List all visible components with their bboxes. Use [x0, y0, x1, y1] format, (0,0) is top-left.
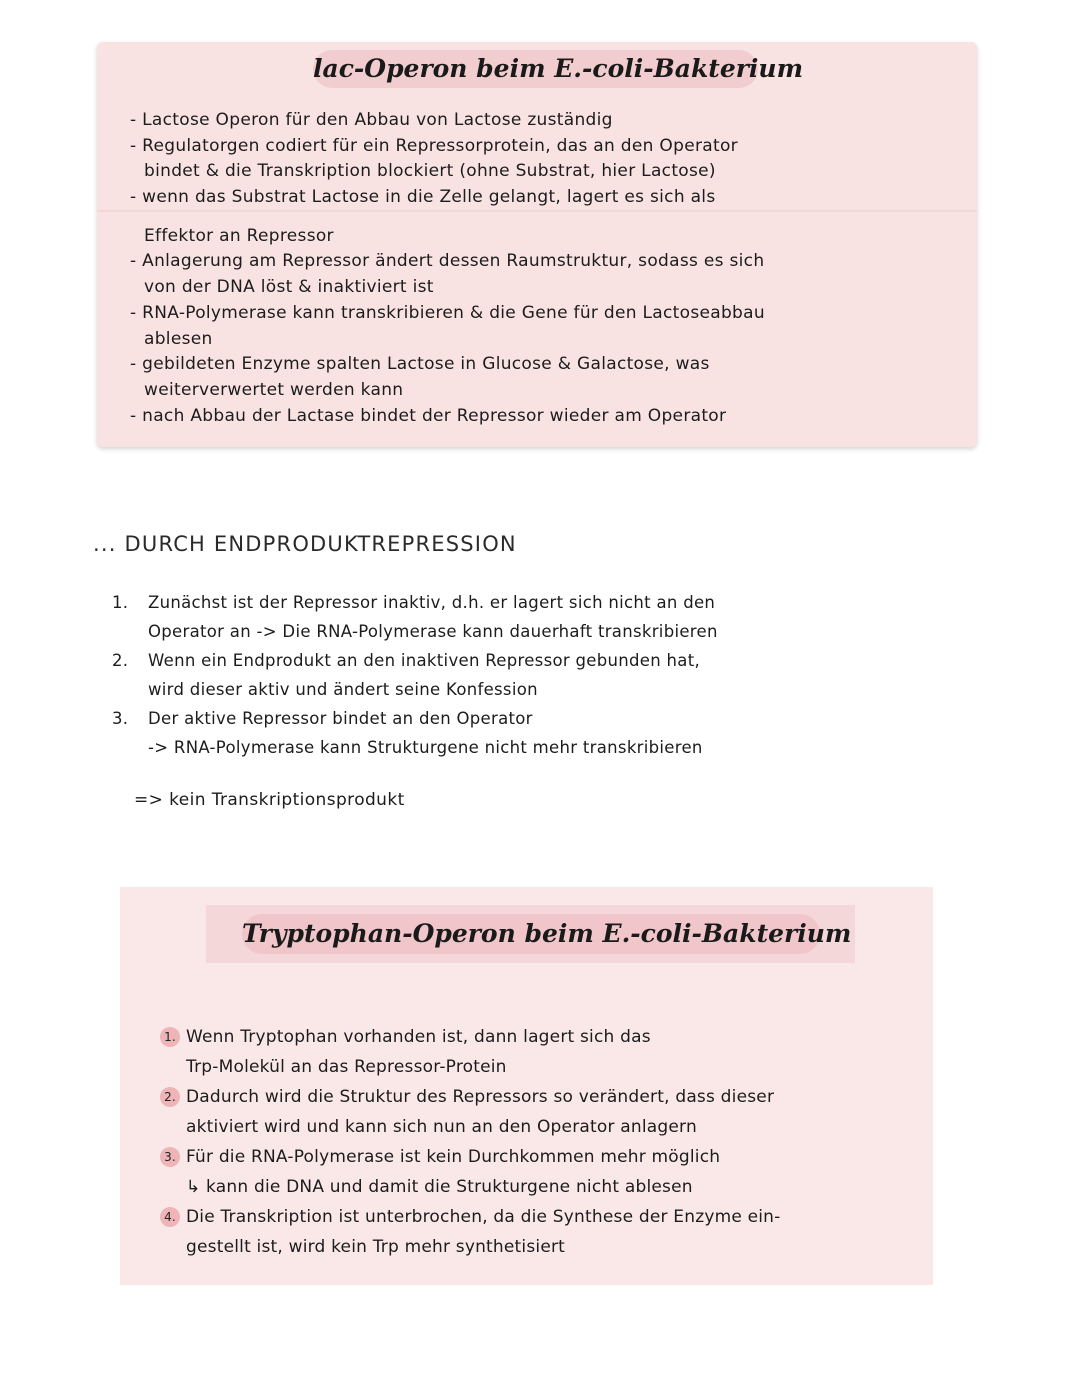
step-line: wird dieser aktiv und ändert seine Konfession — [148, 680, 538, 699]
lac-operon-notes — [130, 108, 960, 429]
trp-operon-title: Tryptophan-Operon beim E.-coli-Bakterium — [242, 914, 820, 954]
note-line: weiterverwertet werden kann — [144, 379, 404, 400]
trp-operon-notes — [160, 1022, 920, 1262]
note-line: - Regulatorgen codiert für ein Repressorprotein, das an den Operator — [130, 135, 738, 156]
lac-operon-title: lac-Operon beim E.-coli-Bakterium — [313, 50, 758, 88]
trp-line — [160, 1142, 920, 1172]
step-text: Wenn ein Endprodukt an den inaktiven Repressor gebunden hat, — [148, 651, 701, 670]
note-line: - Anlagerung am Repressor ändert dessen Raumstruktur, sodass es sich — [130, 251, 765, 272]
note-line: - nach Abbau der Lactase bindet der Repressor wieder am Operator — [130, 405, 727, 426]
number-badge: 3. — [160, 1147, 180, 1167]
step-line: -> RNA-Polymerase kann Strukturgene nicht mehr transkribieren — [148, 738, 703, 757]
step-text: Zunächst ist der Repressor inaktiv, d.h. er lagert sich nicht an den — [148, 593, 716, 612]
trp-text: Für die RNA-Polymerase ist kein Durchkommen mehr möglich — [186, 1147, 721, 1167]
step-number: 1. — [112, 593, 129, 612]
note-line: - gebildeten Enzyme spalten Lactose in Glucose & Galactose, was — [130, 354, 710, 375]
step-line — [112, 646, 912, 675]
note-line: ablesen — [144, 328, 213, 349]
trp-line — [160, 1022, 920, 1052]
note-line: Effektor an Repressor — [144, 225, 334, 246]
number-badge: 4. — [160, 1207, 180, 1227]
step-line — [112, 588, 912, 617]
trp-line: Trp-Molekül an das Repressor-Protein — [186, 1057, 507, 1077]
trp-line — [160, 1202, 920, 1232]
number-badge: 2. — [160, 1087, 180, 1107]
trp-line: ↳ kann die DNA und damit die Strukturgene nicht ablesen — [186, 1177, 693, 1197]
trp-text: Wenn Tryptophan vorhanden ist, dann lagert sich das — [186, 1027, 651, 1047]
step-number: 2. — [112, 651, 129, 670]
step-number: 3. — [112, 709, 129, 728]
trp-line: aktiviert wird und kann sich nun an den Operator anlagern — [186, 1117, 697, 1137]
note-line: bindet & die Transkription blockiert (ohne Substrat, hier Lactose) — [144, 161, 716, 182]
note-line: - Lactose Operon für den Abbau von Lactose zuständig — [130, 110, 613, 130]
section-heading: ... DURCH ENDPRODUKTREPRESSION — [93, 532, 517, 556]
note-line: von der DNA löst & inaktiviert ist — [144, 277, 434, 298]
endproduct-steps — [112, 588, 912, 762]
number-badge: 1. — [160, 1027, 180, 1047]
step-line: Operator an -> Die RNA-Polymerase kann dauerhaft transkribieren — [148, 622, 718, 641]
conclusion: => kein Transkriptionsprodukt — [134, 790, 405, 810]
trp-text: Dadurch wird die Struktur des Repressors so verändert, dass dieser — [186, 1087, 775, 1107]
trp-line: gestellt ist, wird kein Trp mehr synthetisiert — [186, 1237, 566, 1257]
step-line — [112, 704, 912, 733]
trp-line — [160, 1082, 920, 1112]
step-text: Der aktive Repressor bindet an den Operator — [148, 709, 533, 728]
note-line: - RNA-Polymerase kann transkribieren & die Gene für den Lactoseabbau — [130, 302, 765, 323]
note-line: - wenn das Substrat Lactose in die Zelle gelangt, lagert es sich als — [130, 187, 716, 208]
trp-text: Die Transkription ist unterbrochen, da die Synthese der Enzyme ein- — [186, 1207, 781, 1227]
